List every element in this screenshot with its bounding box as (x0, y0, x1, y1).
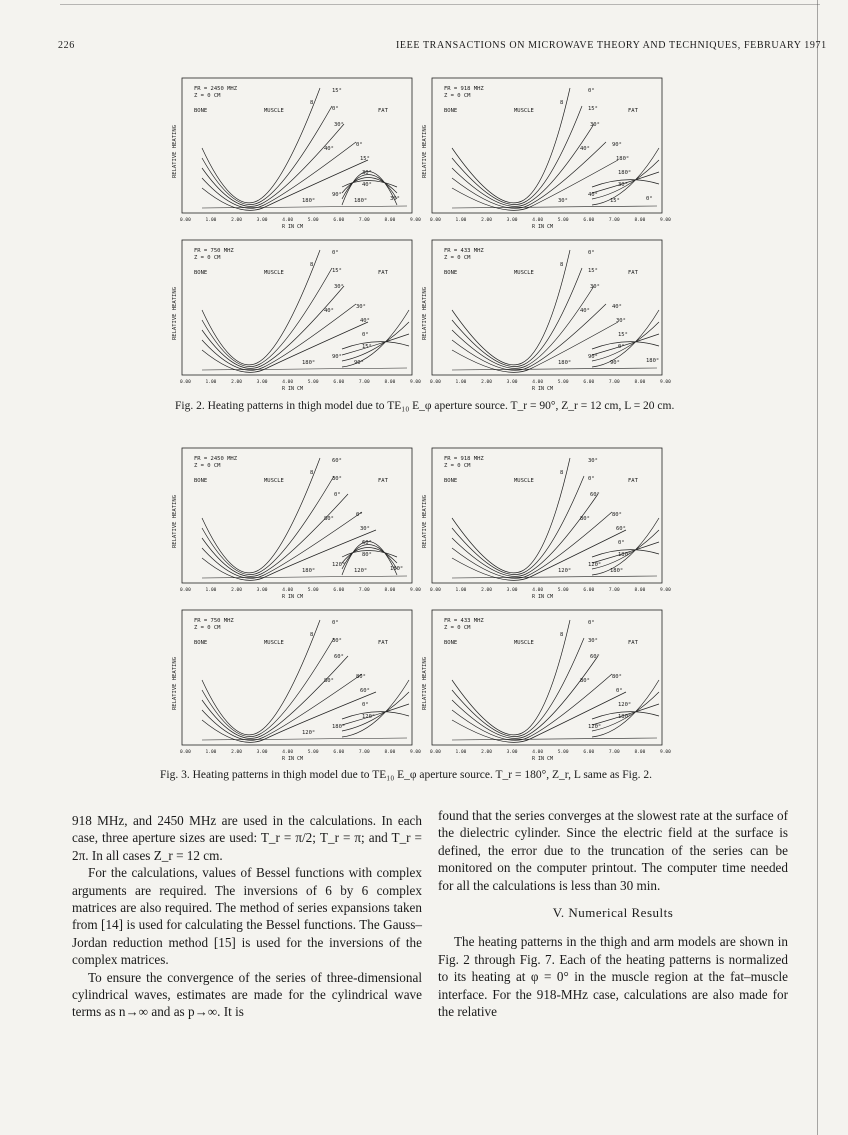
panel-2 (172, 240, 421, 392)
angle-label: 15° (610, 198, 620, 204)
muscle-curve (202, 692, 376, 742)
panel-z: Z = 0 CM (444, 625, 471, 631)
angle-label: 0° (646, 196, 653, 202)
x-tick-label: 0.00 (180, 588, 191, 593)
x-tick-label: 9.00 (660, 750, 671, 755)
panel-1 (422, 78, 671, 230)
label-muscle: MUSCLE (264, 270, 284, 276)
label-bone: BONE (194, 640, 208, 646)
panel-0 (172, 448, 421, 600)
panel-z: Z = 0 CM (194, 463, 221, 469)
angle-label: 120° (588, 724, 602, 730)
x-tick-label: 3.00 (506, 588, 518, 593)
angle-label: 40° (588, 192, 598, 198)
angle-label: 80° (580, 516, 590, 522)
angle-label: 0° (332, 620, 339, 626)
angle-label: 60° (360, 688, 370, 694)
x-tick-label: 4.00 (282, 380, 294, 385)
baseline-curve (452, 206, 657, 208)
x-tick-label: 9.00 (410, 588, 421, 593)
angle-label: 30° (332, 638, 342, 644)
x-tick-label: 7.00 (358, 588, 370, 593)
angle-label: 180° (558, 360, 572, 366)
angle-label: 15° (588, 268, 598, 274)
x-tick-label: 4.00 (282, 218, 294, 223)
panel-z: Z = 0 CM (194, 625, 221, 631)
x-tick-label: 9.00 (660, 380, 671, 385)
label-bone: BONE (444, 270, 458, 276)
y-axis-label: RELATIVE HEATING (172, 125, 178, 178)
angle-label: 180° (646, 358, 660, 364)
angle-label: 40° (360, 318, 370, 324)
curve-marker: 8 (310, 100, 314, 106)
y-axis-label: RELATIVE HEATING (422, 657, 428, 710)
x-tick-label: 0.00 (430, 380, 441, 385)
y-axis-label: RELATIVE HEATING (422, 495, 428, 548)
x-axis-label: R IN CM (532, 594, 554, 600)
angle-label: 90° (612, 142, 622, 148)
paragraph-left-3: To ensure the convergence of the series of three-dimensional cylindrical waves, estimates are made for the cylindrical wave terms as n→∞ and as p→∞. It is (72, 969, 422, 1020)
label-muscle: MUSCLE (264, 640, 284, 646)
x-tick-label: 7.00 (358, 750, 370, 755)
x-tick-label: 9.00 (410, 750, 421, 755)
muscle-curve (202, 458, 320, 573)
muscle-curve (452, 250, 570, 365)
x-tick-label: 2.00 (231, 218, 242, 223)
curve-marker: 8 (310, 632, 314, 638)
muscle-curve (452, 88, 570, 203)
curve-marker: 8 (310, 470, 314, 476)
angle-label: 60° (362, 540, 372, 546)
x-tick-label: 6.00 (583, 380, 595, 385)
figure-2-caption: Fig. 2. Heating patterns in thigh model due to TE₁₀ E_φ aperture source. T_r = 90°, Z_r = 12 cm, L = 20 cm. (175, 400, 675, 412)
panel-frequency: FR = 750 MHZ (194, 248, 234, 254)
fat-curve (342, 172, 397, 206)
angle-label: 30° (590, 122, 600, 128)
x-tick-label: 6.00 (333, 218, 345, 223)
x-tick-label: 2.00 (481, 218, 492, 223)
angle-label: 90° (588, 354, 598, 360)
angle-label: 90° (610, 360, 620, 366)
label-muscle: MUSCLE (514, 270, 534, 276)
panel-z: Z = 0 CM (444, 255, 471, 261)
angle-label: 40° (324, 146, 334, 152)
angle-label: 0° (332, 250, 339, 256)
panel-3 (422, 240, 671, 392)
paragraph-right-2: The heating patterns in the thigh and arm models are shown in Fig. 2 through Fig. 7. Each of the heating patterns is normalized to its heating at φ = 0° in the muscle region at the fat–muscle interface. For the 918-MHz case, calculations are also made for the relative (438, 934, 788, 1020)
angle-label: 180° (616, 156, 630, 162)
angle-label: 80° (356, 674, 366, 680)
curve-marker: 8 (560, 100, 564, 106)
figure-3-plots (160, 440, 680, 765)
baseline-curve (452, 368, 657, 370)
x-tick-label: 2.00 (231, 588, 242, 593)
angle-label: 0° (356, 142, 363, 148)
angle-label: 30° (618, 182, 628, 188)
muscle-curve (452, 322, 618, 372)
angle-label: 180° (332, 724, 346, 730)
angle-label: 30° (558, 198, 568, 204)
paragraph-right-1: found that the series converges at the slowest rate at the surface of the dielectric cylinder. Since the electric field at the surface is defined, the error due to the truncation of the series can be monitored on the computer printout. The computer time needed for all the calculations is less than 30 min. (438, 808, 788, 893)
x-tick-label: 9.00 (410, 380, 421, 385)
muscle-curve (452, 286, 594, 368)
angle-label: 180° (302, 360, 316, 366)
angle-label: 80° (362, 552, 372, 558)
label-bone: BONE (444, 108, 458, 114)
x-tick-label: 1.00 (205, 380, 217, 385)
angle-label: 0° (618, 344, 625, 350)
muscle-curve (202, 286, 344, 368)
x-tick-label: 3.00 (256, 380, 268, 385)
x-tick-label: 7.00 (358, 380, 370, 385)
angle-label: 120° (588, 562, 602, 568)
panel-frequency: FR = 750 MHZ (194, 618, 234, 624)
x-tick-label: 8.00 (634, 380, 646, 385)
muscle-curve (452, 494, 598, 576)
muscle-curve (452, 160, 618, 210)
panel-z: Z = 0 CM (194, 255, 221, 261)
angle-label: 40° (580, 308, 590, 314)
angle-label: 90° (332, 192, 342, 198)
muscle-curve (452, 268, 582, 367)
x-tick-label: 7.00 (608, 750, 620, 755)
figure-3 (160, 440, 680, 765)
label-bone: BONE (194, 270, 208, 276)
muscle-curve (202, 88, 320, 203)
x-tick-label: 5.00 (557, 218, 569, 223)
angle-label: 60° (616, 526, 626, 532)
x-tick-label: 2.00 (481, 588, 492, 593)
panel-frequency: FR = 2450 MHZ (194, 456, 238, 462)
curve-marker: 8 (310, 262, 314, 268)
x-tick-label: 2.00 (481, 380, 492, 385)
angle-label: 120° (618, 702, 632, 708)
muscle-curve (202, 106, 332, 205)
x-tick-label: 3.00 (256, 750, 268, 755)
x-axis-label: R IN CM (282, 756, 304, 762)
x-tick-label: 8.00 (634, 588, 646, 593)
muscle-curve (452, 656, 598, 738)
angle-label: 30° (590, 284, 600, 290)
angle-label: 15° (332, 88, 342, 94)
angle-label: 30° (390, 196, 400, 202)
x-tick-label: 8.00 (634, 750, 646, 755)
muscle-curve (452, 638, 584, 737)
curve-marker: 8 (560, 632, 564, 638)
angle-label: 80° (612, 512, 622, 518)
label-fat: FAT (378, 108, 388, 114)
panel-2 (172, 610, 421, 762)
angle-label: 90° (354, 360, 364, 366)
angle-label: 40° (580, 146, 590, 152)
label-muscle: MUSCLE (264, 478, 284, 484)
angle-label: 180° (390, 566, 404, 572)
figure-3-caption: Fig. 3. Heating patterns in thigh model due to TE₁₀ E_φ aperture source. T_r = 180°, Z_r, L same as Fig. 2. (160, 769, 653, 781)
x-tick-label: 4.00 (532, 218, 544, 223)
angle-label: 15° (362, 344, 372, 350)
angle-label: 120° (302, 730, 316, 736)
x-tick-label: 0.00 (180, 380, 191, 385)
angle-label: 0° (362, 702, 369, 708)
angle-label: 0° (332, 106, 339, 112)
angle-label: 30° (332, 476, 342, 482)
x-tick-label: 4.00 (282, 588, 294, 593)
panel-frequency: FR = 2450 MHZ (194, 86, 238, 92)
x-tick-label: 7.00 (358, 218, 370, 223)
x-axis-label: R IN CM (532, 756, 554, 762)
angle-label: 40° (324, 308, 334, 314)
x-tick-label: 3.00 (256, 588, 268, 593)
x-tick-label: 2.00 (481, 750, 492, 755)
panel-3 (422, 610, 671, 762)
panel-0 (172, 78, 421, 230)
angle-label: 180° (618, 714, 632, 720)
panel-frequency: FR = 433 MHZ (444, 248, 484, 254)
angle-label: 30° (588, 638, 598, 644)
x-axis-label: R IN CM (282, 224, 304, 230)
angle-label: 180° (618, 552, 632, 558)
x-tick-label: 7.00 (608, 218, 620, 223)
angle-label: 90° (332, 354, 342, 360)
x-tick-label: 2.00 (231, 380, 242, 385)
angle-label: 0° (588, 250, 595, 256)
x-tick-label: 7.00 (608, 588, 620, 593)
x-tick-label: 1.00 (205, 750, 217, 755)
angle-label: 40° (612, 304, 622, 310)
label-fat: FAT (378, 640, 388, 646)
label-fat: FAT (628, 640, 638, 646)
x-tick-label: 5.00 (307, 588, 319, 593)
angle-label: 60° (332, 458, 342, 464)
x-tick-label: 0.00 (180, 218, 191, 223)
angle-label: 180° (302, 198, 316, 204)
x-tick-label: 8.00 (634, 218, 646, 223)
angle-label: 0° (356, 512, 363, 518)
panel-z: Z = 0 CM (444, 93, 471, 99)
angle-label: 0° (588, 476, 595, 482)
scan-right-edge (817, 0, 818, 1135)
muscle-curve (202, 620, 320, 735)
x-tick-label: 9.00 (660, 218, 671, 223)
angle-label: 15° (332, 268, 342, 274)
x-tick-label: 6.00 (583, 750, 595, 755)
x-tick-label: 1.00 (455, 218, 467, 223)
scan-top-edge (60, 4, 820, 5)
angle-label: 30° (334, 284, 344, 290)
fat-curve (342, 542, 397, 576)
label-fat: FAT (628, 270, 638, 276)
angle-label: 30° (334, 122, 344, 128)
y-axis-label: RELATIVE HEATING (422, 287, 428, 340)
angle-label: 180° (618, 170, 632, 176)
panel-z: Z = 0 CM (444, 463, 471, 469)
x-tick-label: 3.00 (506, 380, 518, 385)
angle-label: 180° (354, 198, 368, 204)
x-tick-label: 3.00 (506, 750, 518, 755)
label-muscle: MUSCLE (264, 108, 284, 114)
y-axis-label: RELATIVE HEATING (172, 657, 178, 710)
panel-frequency: FR = 918 MHZ (444, 86, 484, 92)
angle-label: 30° (362, 170, 372, 176)
x-tick-label: 7.00 (608, 380, 620, 385)
x-axis-label: R IN CM (282, 594, 304, 600)
label-bone: BONE (194, 478, 208, 484)
angle-label: 120° (332, 562, 346, 568)
muscle-curve (452, 476, 584, 575)
x-tick-label: 3.00 (256, 218, 268, 223)
x-tick-label: 2.00 (231, 750, 242, 755)
figure-2-plots (160, 70, 680, 395)
label-fat: FAT (378, 270, 388, 276)
angle-label: 0° (588, 620, 595, 626)
angle-label: 80° (612, 674, 622, 680)
angle-label: 30° (616, 318, 626, 324)
x-axis-label: R IN CM (282, 386, 304, 392)
x-tick-label: 5.00 (307, 218, 319, 223)
x-tick-label: 8.00 (384, 588, 396, 593)
angle-label: 60° (590, 654, 600, 660)
x-tick-label: 1.00 (455, 380, 467, 385)
angle-label: 80° (324, 516, 334, 522)
y-axis-label: RELATIVE HEATING (422, 125, 428, 178)
curve-marker: 8 (560, 470, 564, 476)
x-tick-label: 4.00 (532, 588, 544, 593)
angle-label: 0° (616, 688, 623, 694)
muscle-curve (202, 124, 344, 206)
x-tick-label: 9.00 (410, 218, 421, 223)
x-tick-label: 0.00 (180, 750, 191, 755)
label-bone: BONE (444, 478, 458, 484)
fat-curve (342, 334, 409, 355)
angle-label: 120° (362, 714, 376, 720)
x-tick-label: 6.00 (583, 218, 595, 223)
angle-label: 60° (590, 492, 600, 498)
right-column (438, 807, 788, 1020)
panel-frequency: FR = 433 MHZ (444, 618, 484, 624)
x-tick-label: 4.00 (532, 750, 544, 755)
muscle-curve (452, 124, 594, 206)
x-tick-label: 5.00 (557, 380, 569, 385)
angle-label: 180° (610, 568, 624, 574)
x-tick-label: 5.00 (307, 750, 319, 755)
x-tick-label: 4.00 (282, 750, 294, 755)
angle-label: 80° (324, 678, 334, 684)
x-axis-label: R IN CM (532, 224, 554, 230)
y-axis-label: RELATIVE HEATING (172, 287, 178, 340)
muscle-curve (452, 458, 570, 573)
muscle-curve (202, 476, 334, 575)
angle-label: 80° (580, 678, 590, 684)
x-tick-label: 8.00 (384, 380, 396, 385)
x-tick-label: 6.00 (333, 750, 345, 755)
angle-label: 15° (360, 156, 370, 162)
section-heading: V. Numerical Results (552, 905, 674, 921)
label-bone: BONE (194, 108, 208, 114)
x-tick-label: 0.00 (430, 588, 441, 593)
x-tick-label: 6.00 (583, 588, 595, 593)
figure-2 (160, 70, 680, 395)
panel-frequency: FR = 918 MHZ (444, 456, 484, 462)
x-tick-label: 1.00 (205, 218, 217, 223)
label-muscle: MUSCLE (514, 640, 534, 646)
label-fat: FAT (378, 478, 388, 484)
x-tick-label: 5.00 (307, 380, 319, 385)
muscle-curve (202, 494, 348, 576)
baseline-curve (452, 576, 657, 578)
label-fat: FAT (628, 108, 638, 114)
x-tick-label: 0.00 (430, 218, 441, 223)
muscle-curve (202, 656, 348, 738)
angle-label: 30° (588, 458, 598, 464)
angle-label: 0° (618, 540, 625, 546)
x-tick-label: 6.00 (333, 380, 345, 385)
x-tick-label: 9.00 (660, 588, 671, 593)
label-muscle: MUSCLE (514, 478, 534, 484)
running-title: IEEE TRANSACTIONS ON MICROWAVE THEORY AND TECHNIQUES, FEBRUARY 1971 (396, 40, 827, 51)
angle-label: 30° (356, 304, 366, 310)
muscle-curve (202, 268, 332, 367)
paragraph-left-2: For the calculations, values of Bessel functions with complex arguments are required. The inversions of 6 by 6 complex matrices are also required. The method of series expansions taken from [14] is used for calculating the Bessel functions. The Gauss–Jordan reduction method [15] is used for the inversions of the complex matrices. (72, 865, 422, 968)
y-axis-label: RELATIVE HEATING (172, 495, 178, 548)
x-tick-label: 5.00 (557, 588, 569, 593)
x-tick-label: 1.00 (205, 588, 217, 593)
label-bone: BONE (444, 640, 458, 646)
baseline-curve (452, 738, 657, 740)
fat-curve (342, 704, 409, 725)
muscle-curve (202, 512, 362, 578)
angle-label: 0° (588, 88, 595, 94)
angle-label: 180° (302, 568, 316, 574)
angle-label: 15° (618, 332, 628, 338)
label-fat: FAT (628, 478, 638, 484)
angle-label: 120° (354, 568, 368, 574)
panel-1 (422, 448, 671, 600)
angle-label: 0° (362, 332, 369, 338)
muscle-curve (202, 250, 320, 365)
x-tick-label: 6.00 (333, 588, 345, 593)
angle-label: 30° (360, 526, 370, 532)
paragraph-left-1: 918 MHz, and 2450 MHz are used in the calculations. In each case, three aperture sizes are used: T_r = π/2; T_r = π; and T_r = 2π. In all cases Z_r = 12 cm. (72, 813, 422, 863)
x-tick-label: 4.00 (532, 380, 544, 385)
x-tick-label: 3.00 (506, 218, 518, 223)
angle-label: 40° (362, 182, 372, 188)
muscle-curve (202, 638, 334, 737)
panel-z: Z = 0 CM (194, 93, 221, 99)
label-muscle: MUSCLE (514, 108, 534, 114)
x-tick-label: 8.00 (384, 750, 396, 755)
left-column (72, 812, 422, 1021)
x-tick-label: 8.00 (384, 218, 396, 223)
curve-marker: 8 (560, 262, 564, 268)
muscle-curve (452, 620, 570, 735)
page-number: 226 (58, 40, 75, 51)
muscle-curve (202, 674, 362, 740)
angle-label: 120° (558, 568, 572, 574)
x-tick-label: 1.00 (455, 750, 467, 755)
muscle-curve (452, 106, 582, 205)
angle-label: 15° (588, 106, 598, 112)
x-tick-label: 5.00 (557, 750, 569, 755)
angle-label: 60° (334, 654, 344, 660)
angle-label: 0° (334, 492, 341, 498)
x-tick-label: 1.00 (455, 588, 467, 593)
x-tick-label: 0.00 (430, 750, 441, 755)
x-axis-label: R IN CM (532, 386, 554, 392)
